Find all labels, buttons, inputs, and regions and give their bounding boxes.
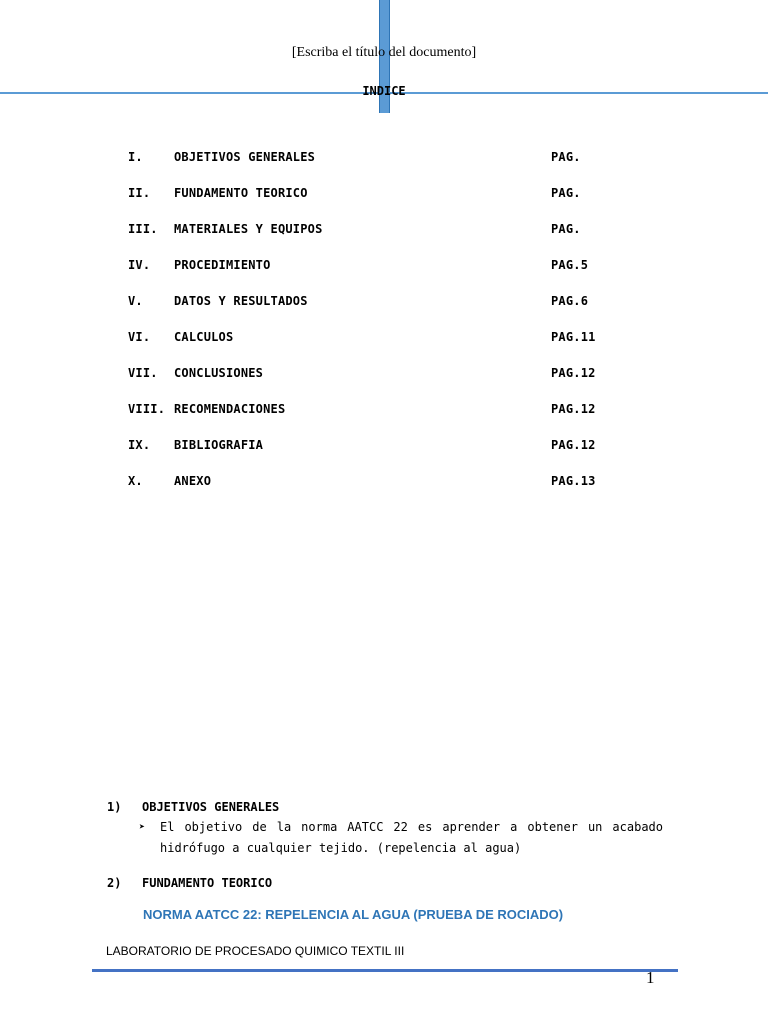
toc-num: III. (128, 222, 158, 236)
document-title-placeholder[interactable]: [Escriba el título del documento] (291, 45, 477, 60)
section-2-title: FUNDAMENTO TEORICO (142, 876, 273, 890)
toc-page: PAG.12 (551, 402, 596, 416)
table-of-contents (128, 150, 648, 510)
toc-num: IV. (128, 258, 151, 272)
toc-num: VI. (128, 330, 151, 344)
toc-row[interactable] (128, 258, 648, 294)
toc-page: PAG.11 (551, 330, 596, 344)
toc-num: II. (128, 186, 151, 200)
section-1-number: 1) (107, 800, 122, 814)
page-number: 1 (646, 968, 655, 987)
norm-subheading: NORMA AATCC 22: REPELENCIA AL AGUA (PRUEBA DE ROCIADO) (143, 907, 564, 922)
toc-title: CALCULOS (174, 330, 234, 344)
toc-page: PAG.12 (551, 438, 596, 452)
section-1-title: OBJETIVOS GENERALES (142, 800, 280, 814)
footer-rule (92, 969, 678, 972)
toc-row[interactable] (128, 186, 648, 222)
toc-title: BIBLIOGRAFIA (174, 438, 264, 452)
toc-title: ANEXO (174, 474, 212, 488)
toc-page: PAG.5 (551, 258, 589, 272)
objective-text: El objetivo de la norma AATCC 22 es aprender a obtener un acabado hidrófugo a cualquier tejido. (repelencia al agua) (160, 820, 663, 855)
toc-row[interactable] (128, 366, 648, 402)
toc-num: X. (128, 474, 143, 488)
toc-row[interactable] (128, 438, 648, 474)
toc-row[interactable] (128, 474, 648, 510)
toc-title: PROCEDIMIENTO (174, 258, 271, 272)
footer-lab-name: LABORATORIO DE PROCESADO QUIMICO TEXTIL III (106, 944, 405, 958)
objective-bullet (139, 817, 663, 859)
index-heading: INDICE (362, 84, 406, 98)
section-2-number: 2) (107, 876, 122, 890)
toc-page: PAG. (551, 186, 581, 200)
toc-page: PAG.6 (551, 294, 589, 308)
toc-row[interactable] (128, 294, 648, 330)
toc-title: MATERIALES Y EQUIPOS (174, 222, 323, 236)
toc-title: FUNDAMENTO TEORICO (174, 186, 308, 200)
toc-num: I. (128, 150, 143, 164)
toc-title: RECOMENDACIONES (174, 402, 286, 416)
toc-num: V. (128, 294, 143, 308)
toc-row[interactable] (128, 402, 648, 438)
toc-num: VII. (128, 366, 158, 380)
toc-page: PAG. (551, 222, 581, 236)
toc-title: DATOS Y RESULTADOS (174, 294, 308, 308)
toc-page: PAG. (551, 150, 581, 164)
toc-num: IX. (128, 438, 151, 452)
arrow-bullet-icon: ➤ (139, 822, 146, 833)
toc-title: OBJETIVOS GENERALES (174, 150, 316, 164)
toc-page: PAG.13 (551, 474, 596, 488)
toc-page: PAG.12 (551, 366, 596, 380)
toc-row[interactable] (128, 150, 648, 186)
toc-num: VIII. (128, 402, 166, 416)
toc-title: CONCLUSIONES (174, 366, 264, 380)
toc-row[interactable] (128, 222, 648, 258)
toc-row[interactable] (128, 330, 648, 366)
